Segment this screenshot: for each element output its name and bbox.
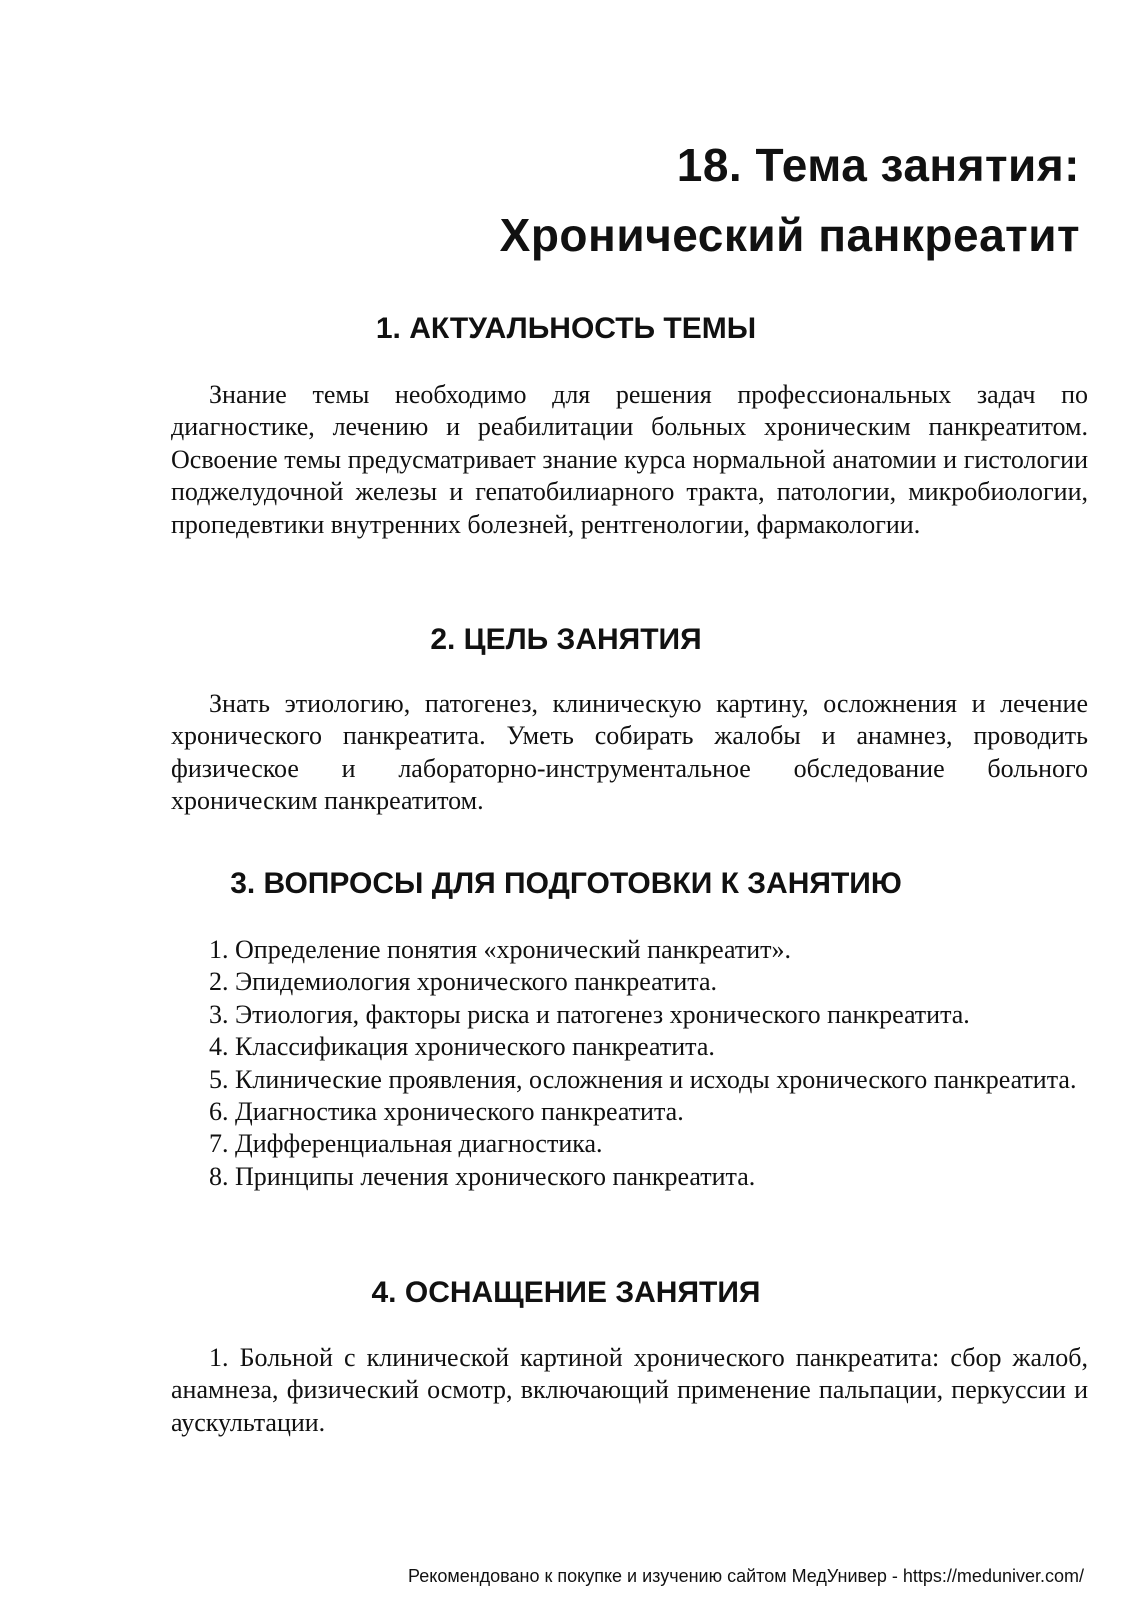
chapter-title-line-2: Хронический панкреатит: [499, 209, 1080, 261]
list-item: 1. Определение понятия «хронический панкреатит».: [209, 935, 792, 964]
section-text-goal: Знать этиологию, патогенез, клиническую картину, осложнения и лечение хронического панкреатита. Уметь собирать жалобы и анамнез, проводить физическое и лабораторно-инструментальное обследование больного хроническим панкреатитом.: [171, 689, 1088, 816]
list-item: 3. Этиология, факторы риска и патогенез хронического панкреатита.: [209, 999, 970, 1029]
section-heading-questions: 3. ВОПРОСЫ ДЛЯ ПОДГОТОВКИ К ЗАНЯТИЮ: [230, 867, 902, 900]
footer-recommendation: Рекомендовано к покупке и изучению сайтом МедУнивер - https://meduniver.com/: [408, 1566, 1084, 1586]
list-item: 8. Принципы лечения хронического панкреатита.: [209, 1161, 756, 1191]
questions-list: [171, 934, 1088, 1193]
section-text-equipment: 1. Больной с клинической картиной хронического панкреатита: сбор жалоб, анамнеза, физический осмотр, включающий применение пальпации, перкуссии и аускультации.: [171, 1343, 1088, 1437]
list-item: 4. Классификация хронического панкреатита.: [209, 1032, 715, 1062]
list-item: 6. Диагностика хронического панкреатита.: [209, 1097, 684, 1127]
list-item: 7. Дифференциальная диагностика.: [209, 1129, 603, 1159]
section-text-relevance: Знание темы необходимо для решения профессиональных задач по диагностике, лечению и реабилитации больных хроническим панкреатитом. Освоение темы предусматривает знание курса нормальной анатомии и гистологии поджелудочной железы и гепатобилиарного тракта, патологии, микробиологии, пропедевтики внутренних болезней, рентгенологии, фармакологии.: [171, 380, 1088, 539]
chapter-title-line-1: 18. Тема занятия:: [676, 139, 1080, 191]
section-heading-equipment: 4. ОСНАЩЕНИЕ ЗАНЯТИЯ: [371, 1276, 761, 1309]
section-heading-goal: 2. ЦЕЛЬ ЗАНЯТИЯ: [430, 623, 702, 656]
list-item: 5. Клинические проявления, осложнения и исходы хронического панкреатита.: [209, 1064, 1077, 1094]
section-heading-relevance: 1. АКТУАЛЬНОСТЬ ТЕМЫ: [375, 312, 757, 345]
list-item: 2. Эпидемиология хронического панкреатита.: [209, 967, 717, 997]
